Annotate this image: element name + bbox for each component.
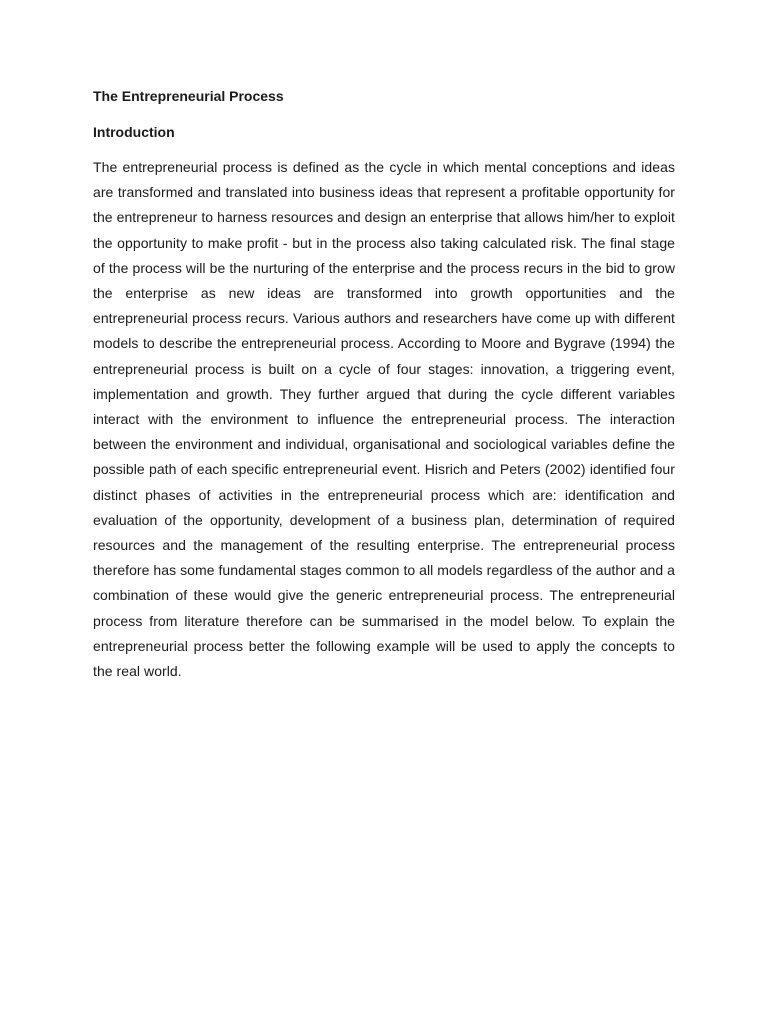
document-title: The Entrepreneurial Process <box>93 88 284 104</box>
section-heading-introduction: Introduction <box>93 124 175 140</box>
introduction-paragraph: The entrepreneurial process is defined as the cycle in which mental conceptions and ideas are transformed and translated into business ideas that represent a profitable opportunity for the entrepreneur to harness resources and design an enterprise that allows him/her to exploit the opportunity to make profit - but in the process also taking calculated risk. The final stage of the process will be the nurturing of the enterprise and the process recurs in the bid to grow the enterprise as new ideas are transformed into growth opportunities and the entrepreneurial process recurs. Various authors and researchers have come up with different models to describe the entrepreneurial process. According to Moore and Bygrave (1994) the entrepreneurial process is built on a cycle of four stages: innovation, a triggering event, implementation and growth. They further argued that during the cycle different variables interact with the environment to influence the entrepreneurial process. The interaction between the environment and individual, organisational and sociological variables define the possible path of each specific entrepreneurial event. Hisrich and Peters (2002) identified four distinct phases of activities in the entrepreneurial process which are: identification and evaluation of the opportunity, development of a business plan, determination of required resources and the management of the resulting enterprise. The entrepreneurial process therefore has some fundamental stages common to all models regardless of the author and a combination of these would give the generic entrepreneurial process. The entrepreneurial process from literature therefore can be summarised in the model below. To explain the entrepreneurial process better the following example will be used to apply the concepts to the real world. <box>93 159 675 680</box>
document-content <box>93 86 675 684</box>
